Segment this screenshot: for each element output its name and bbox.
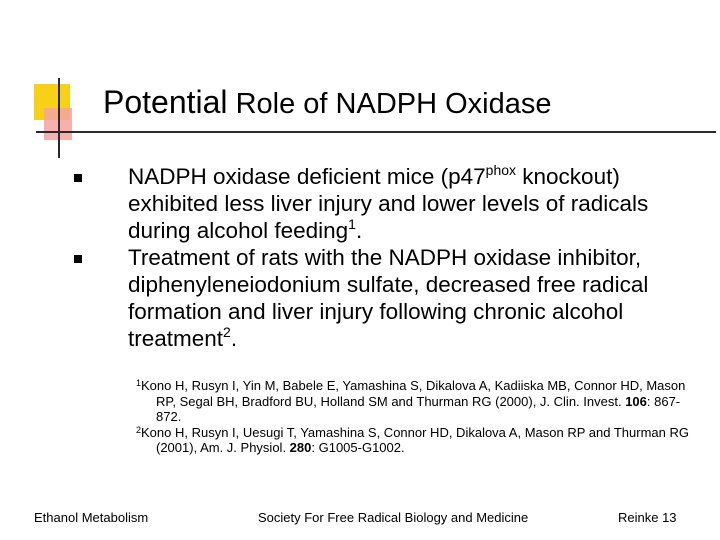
footer-center: Society For Free Radical Biology and Medicine	[258, 510, 529, 525]
reference-1	[136, 378, 696, 425]
bullet-1-text-a: NADPH oxidase deficient mice (p47	[128, 164, 486, 189]
reference-1-pages: : 867-872.	[156, 393, 681, 424]
reference-1-text: Kono H, Rusyn I, Yin M, Babele E, Yamashina S, Dikalova A, Kadiiska MB, Connor HD, Mason RP, Segal BH, Bradford BU, Holland SM and Thurman RG (2000), J. Clin. Invest.	[141, 378, 686, 409]
reference-2-num: 2	[136, 424, 142, 435]
decor-horizontal-line	[36, 131, 716, 133]
bullet-2-text-b: .	[230, 326, 238, 351]
reference-2-volume: 280	[289, 440, 312, 455]
bullet-item-1	[74, 163, 704, 244]
bullet-1-text-c: .	[355, 218, 363, 243]
title-part2: Role of NADPH Oxidase	[227, 88, 552, 120]
footer-left: Ethanol Metabolism	[34, 510, 149, 525]
references	[136, 378, 696, 456]
bullet-square-icon	[74, 255, 82, 263]
reference-1-volume: 106	[625, 393, 647, 409]
reference-1-num: 1	[136, 378, 142, 388]
reference-2	[136, 425, 696, 456]
bullet-1-sup-phox: phox	[485, 162, 517, 178]
bullet-item-2	[74, 244, 704, 352]
decor-vertical-line	[58, 78, 60, 158]
slide-title	[103, 84, 552, 121]
title-part1: Potential	[103, 84, 228, 120]
bullet-1-text-b: knockout) exhibited less liver injury and lower levels of radicals during alcohol feeding	[128, 164, 649, 243]
bullet-2-text-a: Treatment of rats with the NADPH oxidase inhibitor, diphenyleneiodonium sulfate, decreased free radical formation and liver injury following chronic alcohol treatment	[128, 245, 649, 351]
reference-2-pages: : G1005-G1002.	[311, 440, 405, 455]
bullet-2-ref-sup: 2	[223, 324, 231, 340]
bullet-square-icon	[74, 174, 82, 182]
reference-2-text: Kono H, Rusyn I, Uesugi T, Yamashina S, Connor HD, Dikalova A, Mason RP and Thurman RG (2001), Am. J. Physiol.	[141, 424, 689, 455]
bullet-list	[74, 163, 704, 352]
footer-right: Reinke 13	[618, 510, 677, 525]
bullet-1-ref-sup: 1	[348, 216, 356, 232]
